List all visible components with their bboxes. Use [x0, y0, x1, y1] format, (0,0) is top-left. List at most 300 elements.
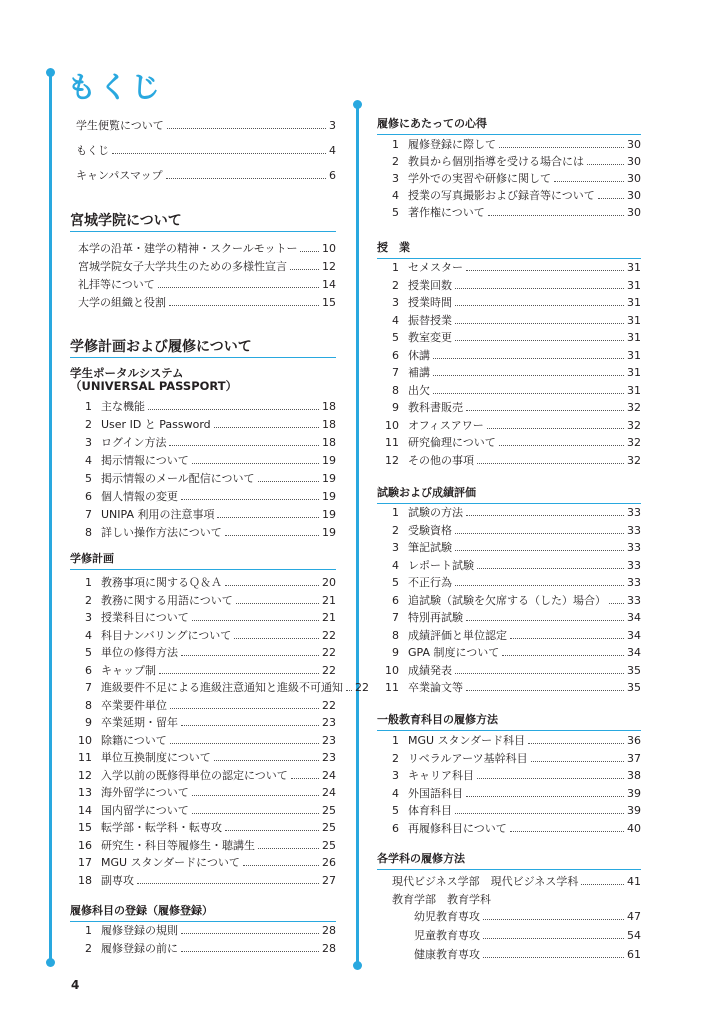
- toc-entry[interactable]: [70, 507, 336, 521]
- entry-number: 2: [392, 751, 399, 765]
- toc-entry[interactable]: [78, 295, 336, 309]
- toc-entry[interactable]: [377, 663, 641, 677]
- entry-label: 補講: [408, 366, 430, 379]
- entry-label: MGU スタンダードについて: [101, 856, 240, 869]
- entry-label: GPA 制度について: [408, 646, 500, 659]
- toc-entry[interactable]: [414, 928, 641, 942]
- toc-entry[interactable]: [377, 313, 641, 327]
- entry-page: 39: [627, 804, 641, 817]
- dot-leader: [225, 585, 319, 586]
- left-accent-line: [49, 72, 52, 962]
- dot-leader: [234, 638, 319, 639]
- entry-label: 授業時間: [408, 296, 452, 309]
- entry-number: 13: [78, 786, 92, 799]
- entry-label: 授業の写真撮影および録音等について: [408, 189, 595, 202]
- toc-entry[interactable]: [70, 838, 336, 852]
- dot-leader: [166, 178, 326, 179]
- toc-entry[interactable]: [70, 628, 336, 642]
- entry-label: 大学の組織と役割: [78, 296, 166, 309]
- toc-entry[interactable]: [70, 855, 336, 869]
- entry-page: 22: [322, 663, 336, 677]
- entry-number: 2: [85, 942, 92, 955]
- entry-page: 19: [322, 526, 336, 539]
- toc-entry[interactable]: [76, 118, 336, 132]
- dot-leader: [169, 445, 319, 446]
- dot-leader: [170, 743, 319, 744]
- dot-leader: [455, 288, 624, 289]
- entry-page: 39: [627, 786, 641, 800]
- page-title: もくじ: [67, 70, 164, 104]
- entry-label: 外国語科目: [408, 786, 463, 800]
- entry-label: もくじ: [76, 144, 109, 157]
- dot-leader: [510, 831, 624, 832]
- entry-label: 休講: [408, 348, 430, 362]
- entry-page: 18: [322, 436, 336, 449]
- toc-entry[interactable]: [70, 803, 336, 817]
- entry-number: 8: [85, 526, 92, 539]
- toc-entry[interactable]: [377, 628, 641, 642]
- entry-number: 7: [85, 508, 92, 521]
- entry-label: 授業回数: [408, 278, 452, 292]
- dot-leader: [477, 463, 624, 464]
- entry-number: 1: [85, 924, 92, 937]
- entry-number: 1: [85, 400, 92, 413]
- entry-number: 1: [85, 576, 92, 589]
- toc-entry[interactable]: [70, 610, 336, 624]
- toc-entry[interactable]: [377, 418, 641, 432]
- entry-number: 16: [78, 838, 92, 852]
- entry-label: 教務事項に関するＱ＆Ａ: [101, 576, 222, 589]
- toc-entry[interactable]: [377, 768, 641, 782]
- dot-leader: [466, 796, 624, 797]
- dot-leader: [169, 305, 319, 306]
- section-heading-exams: 試験および成績評価: [377, 485, 641, 504]
- entry-number: 3: [392, 296, 399, 309]
- dot-leader: [455, 533, 624, 534]
- entry-label: 卒業要件単位: [101, 698, 167, 712]
- entry-number: 5: [392, 576, 399, 589]
- entry-number: 15: [78, 821, 92, 834]
- entry-page: 40: [627, 821, 641, 835]
- toc-entry[interactable]: [78, 259, 336, 273]
- entry-number: 3: [392, 172, 399, 185]
- entry-label: 研究生・科目等履修生・聴講生: [101, 838, 255, 852]
- dot-leader: [192, 620, 319, 621]
- entry-number: 11: [78, 751, 92, 764]
- entry-label: オフィスアワー: [408, 418, 484, 432]
- dot-leader: [181, 499, 319, 500]
- entry-label: 掲示情報のメール配信について: [101, 472, 255, 485]
- entry-number: 8: [392, 383, 399, 397]
- toc-entry[interactable]: [377, 171, 641, 185]
- dot-leader: [433, 358, 624, 359]
- entry-number: 4: [392, 786, 399, 800]
- entry-number: 5: [392, 804, 399, 817]
- dot-leader: [499, 445, 624, 446]
- entry-page: 15: [322, 296, 336, 309]
- dot-leader: [587, 164, 624, 165]
- entry-page: 34: [627, 611, 641, 624]
- entry-number: 6: [392, 348, 399, 362]
- entry-page: 21: [322, 593, 336, 607]
- entry-page: 31: [627, 313, 641, 327]
- entry-number: 7: [85, 681, 92, 694]
- entry-page: 33: [627, 506, 641, 519]
- toc-entry[interactable]: [377, 523, 641, 537]
- entry-page: 47: [627, 910, 641, 923]
- entry-number: 1: [392, 506, 399, 519]
- entry-label: 掲示情報について: [101, 454, 189, 467]
- entry-number: 7: [392, 611, 399, 624]
- toc-entry[interactable]: [377, 803, 641, 817]
- toc-entry[interactable]: [70, 645, 336, 659]
- dot-leader: [258, 848, 319, 849]
- dot-leader: [214, 427, 319, 428]
- section-heading-departments: 各学科の履修方法: [377, 851, 641, 870]
- entry-page: 28: [322, 942, 336, 955]
- entry-number: 9: [85, 716, 92, 729]
- entry-label: 履修登録の前に: [101, 942, 178, 955]
- entry-number: 11: [385, 436, 399, 449]
- dot-leader: [598, 198, 624, 199]
- dot-leader: [483, 919, 624, 920]
- entry-label: 詳しい操作方法について: [101, 526, 222, 539]
- toc-entry[interactable]: [377, 786, 641, 800]
- toc-entry[interactable]: [377, 188, 641, 202]
- dot-leader: [581, 884, 624, 885]
- entry-page: 23: [322, 733, 336, 747]
- toc-entry[interactable]: [377, 278, 641, 292]
- dot-leader: [181, 951, 319, 952]
- dot-leader: [170, 708, 319, 709]
- toc-entry[interactable]: [377, 558, 641, 572]
- entry-page: 4: [329, 144, 336, 157]
- left-accent-dot-bottom: [46, 958, 55, 967]
- entry-label: 特別再試験: [408, 611, 463, 624]
- dot-leader: [510, 638, 624, 639]
- entry-page: 37: [627, 751, 641, 765]
- entry-label: 履修登録に際して: [408, 138, 496, 151]
- entry-page: 6: [329, 169, 336, 182]
- toc-entry[interactable]: [377, 400, 641, 414]
- dot-leader: [346, 690, 352, 691]
- dot-leader: [528, 743, 624, 744]
- entry-label: 卒業論文等: [408, 681, 463, 694]
- toc-entry[interactable]: [70, 680, 369, 694]
- entry-label: 試験の方法: [408, 506, 463, 519]
- toc-entry[interactable]: [70, 768, 336, 782]
- toc-entry[interactable]: [377, 593, 641, 607]
- toc-entry[interactable]: [78, 241, 336, 255]
- toc-entry[interactable]: [377, 383, 641, 397]
- entry-label: 研究倫理について: [408, 436, 496, 449]
- toc-entry[interactable]: [377, 330, 641, 344]
- entry-page: 32: [627, 401, 641, 414]
- entry-number: 8: [392, 628, 399, 642]
- entry-number: 4: [85, 628, 92, 642]
- entry-page: 24: [322, 786, 336, 799]
- entry-label: 教員から個別指導を受ける場合には: [408, 155, 584, 168]
- entry-page: 33: [627, 541, 641, 554]
- entry-label: 単位の修得方法: [101, 646, 178, 659]
- entry-label: 体育科目: [408, 804, 452, 817]
- entry-label: 受験資格: [408, 523, 452, 537]
- entry-page: 31: [627, 366, 641, 379]
- entry-label: 不正行為: [408, 576, 452, 589]
- section-heading-registration: 履修科目の登録（履修登録）: [70, 903, 336, 922]
- dot-leader: [159, 673, 319, 674]
- entry-label: 追試験（試験を欠席する（した）場合）: [408, 593, 606, 607]
- entry-page: 33: [627, 523, 641, 537]
- entry-number: 6: [85, 490, 92, 503]
- entry-label: UNIPA 利用の注意事項: [101, 508, 215, 521]
- right-accent-dot-top: [353, 100, 362, 109]
- entry-page: 3: [329, 119, 336, 132]
- dot-leader: [148, 409, 319, 410]
- entry-label: 個人情報の変更: [101, 490, 178, 503]
- entry-page: 31: [627, 261, 641, 274]
- toc-entry[interactable]: [76, 168, 336, 182]
- dot-leader: [137, 883, 319, 884]
- portal-heading: 学生ポータルシステム: [70, 366, 184, 380]
- entry-number: 5: [85, 472, 92, 485]
- entry-page: 18: [322, 400, 336, 413]
- toc-entry[interactable]: [70, 750, 336, 764]
- section-heading-miyagi: 宮城学院について: [70, 213, 336, 232]
- entry-label: 授業科目について: [101, 611, 189, 624]
- entry-number: 10: [385, 418, 399, 432]
- entry-number: 1: [392, 138, 399, 151]
- toc-entry[interactable]: [70, 873, 336, 887]
- dot-leader: [531, 761, 624, 762]
- entry-page: 24: [322, 768, 336, 782]
- entry-label: 教室変更: [408, 331, 452, 344]
- toc-entry[interactable]: [70, 820, 336, 834]
- dot-leader: [466, 620, 624, 621]
- entry-page: 14: [322, 278, 336, 291]
- entry-label: 振替授業: [408, 313, 452, 327]
- toc-entry[interactable]: [377, 505, 641, 519]
- entry-number: 10: [385, 663, 399, 677]
- entry-number: 5: [392, 206, 399, 219]
- toc-entry[interactable]: [377, 154, 641, 168]
- dot-leader: [477, 778, 624, 779]
- dot-leader: [455, 813, 624, 814]
- entry-label: 単位互換制度について: [101, 751, 211, 764]
- entry-number: 18: [78, 873, 92, 887]
- entry-label: 筆記試験: [408, 541, 452, 554]
- dot-leader: [112, 153, 326, 154]
- toc-entry[interactable]: [377, 751, 641, 765]
- dot-leader: [502, 655, 624, 656]
- toc-entry[interactable]: [70, 941, 336, 955]
- toc-entry[interactable]: [70, 417, 336, 431]
- toc-entry[interactable]: [70, 575, 336, 589]
- section-heading-general: 一般教育科目の履修方法: [377, 712, 641, 731]
- dot-leader: [158, 287, 319, 288]
- entry-page: 22: [355, 681, 369, 694]
- entry-page: 28: [322, 924, 336, 937]
- entry-label: 出欠: [408, 383, 430, 397]
- entry-page: 35: [627, 681, 641, 694]
- entry-number: 6: [85, 663, 92, 677]
- entry-page: 19: [322, 454, 336, 467]
- entry-number: 14: [78, 803, 92, 817]
- toc-entry[interactable]: [377, 365, 641, 379]
- entry-page: 32: [627, 418, 641, 432]
- dot-leader: [243, 865, 319, 866]
- entry-number: 2: [392, 278, 399, 292]
- entry-page: 21: [322, 611, 336, 624]
- dot-leader: [455, 340, 624, 341]
- entry-label: ログイン方法: [101, 436, 167, 449]
- toc-entry[interactable]: [70, 663, 336, 677]
- toc-entry[interactable]: [377, 540, 641, 554]
- entry-page: 23: [322, 751, 336, 764]
- entry-label: 教務に関する用語について: [101, 593, 233, 607]
- dot-leader: [181, 933, 319, 934]
- entry-number: 5: [392, 331, 399, 344]
- entry-page: 33: [627, 558, 641, 572]
- portal-heading-sub: （UNIVERSAL PASSPORT）: [70, 379, 238, 393]
- toc-entry[interactable]: [70, 399, 336, 413]
- toc-entry[interactable]: [414, 909, 641, 923]
- dot-leader: [455, 585, 624, 586]
- toc-entry[interactable]: [377, 137, 641, 151]
- entry-number: 12: [385, 453, 399, 467]
- toc-entry[interactable]: [78, 277, 336, 291]
- toc-entry[interactable]: [377, 453, 641, 467]
- dot-leader: [487, 428, 624, 429]
- entry-number: 3: [392, 541, 399, 554]
- dot-leader: [167, 128, 326, 129]
- entry-label: 成績発表: [408, 663, 452, 677]
- entry-page: 22: [322, 698, 336, 712]
- entry-page: 31: [627, 331, 641, 344]
- entry-number: 4: [392, 189, 399, 202]
- entry-page: 34: [627, 646, 641, 659]
- toc-entry[interactable]: [377, 610, 641, 624]
- toc-entry[interactable]: [377, 260, 641, 274]
- toc-entry[interactable]: [70, 525, 336, 539]
- entry-page: 34: [627, 628, 641, 642]
- dot-leader: [466, 410, 624, 411]
- dot-leader: [483, 938, 624, 939]
- dot-leader: [466, 270, 624, 271]
- page-number: 4: [71, 978, 80, 992]
- toc-entry[interactable]: [377, 575, 641, 589]
- dot-leader: [192, 795, 319, 796]
- entry-label: 現代ビジネス学部 現代ビジネス学科: [392, 875, 579, 888]
- toc-entry[interactable]: [76, 143, 336, 157]
- entry-number: 4: [392, 313, 399, 327]
- toc-entry[interactable]: [70, 785, 336, 799]
- dot-leader: [181, 725, 319, 726]
- right-accent-line: [356, 104, 359, 966]
- entry-page: 22: [322, 646, 336, 659]
- toc-entry[interactable]: [377, 348, 641, 362]
- entry-page: 23: [322, 716, 336, 729]
- dot-leader: [483, 957, 624, 958]
- entry-page: 31: [627, 296, 641, 309]
- entry-number: 2: [85, 593, 92, 607]
- entry-label: キャンパスマップ: [76, 169, 163, 182]
- entry-number: 12: [78, 768, 92, 782]
- entry-label: 礼拝等について: [78, 278, 155, 291]
- entry-number: 3: [85, 436, 92, 449]
- toc-entry[interactable]: [70, 698, 336, 712]
- dot-leader: [455, 323, 624, 324]
- entry-number: 9: [392, 646, 399, 659]
- toc-entry[interactable]: [70, 489, 336, 503]
- toc-entry[interactable]: [70, 471, 336, 485]
- dot-leader: [290, 269, 319, 270]
- entry-label: 教科書販売: [408, 401, 463, 414]
- entry-page: 18: [322, 418, 336, 431]
- dot-leader: [258, 481, 319, 482]
- toc-entry[interactable]: [377, 645, 641, 659]
- toc-entry[interactable]: [377, 435, 641, 449]
- toc-entry[interactable]: [377, 821, 641, 835]
- entry-page: 25: [322, 838, 336, 852]
- toc-entry[interactable]: [70, 715, 336, 729]
- dot-leader: [192, 463, 319, 464]
- toc-entry[interactable]: [377, 733, 641, 747]
- entry-page: 35: [627, 663, 641, 677]
- entry-label: キャリア科目: [408, 769, 474, 782]
- entry-page: 54: [627, 929, 641, 942]
- dot-leader: [236, 603, 319, 604]
- dot-leader: [554, 181, 624, 182]
- entry-number: 2: [392, 523, 399, 537]
- entry-label: 進級要件不足による進級注意通知と進級不可通知: [101, 681, 343, 694]
- entry-label: 履修登録の規則: [101, 924, 178, 937]
- dot-leader: [609, 603, 624, 604]
- entry-label: 国内留学について: [101, 803, 189, 817]
- toc-entry[interactable]: [70, 733, 336, 747]
- entry-number: 3: [85, 611, 92, 624]
- dot-leader: [300, 251, 319, 252]
- toc-entry[interactable]: [70, 923, 336, 937]
- entry-label: 科目ナンバリングについて: [101, 628, 232, 642]
- dot-leader: [214, 760, 319, 761]
- toc-entry[interactable]: [414, 947, 641, 961]
- toc-entry[interactable]: [377, 680, 641, 694]
- entry-number: 10: [78, 733, 92, 747]
- left-accent-dot-top: [46, 68, 55, 77]
- dot-leader: [433, 375, 624, 376]
- toc-entry[interactable]: [377, 295, 641, 309]
- entry-label: リベラルアーツ基幹科目: [408, 751, 528, 765]
- toc-entry[interactable]: [392, 874, 641, 888]
- toc-entry[interactable]: [70, 453, 336, 467]
- toc-entry[interactable]: [70, 435, 336, 449]
- entry-label: 卒業延期・留年: [101, 716, 178, 729]
- entry-page: 32: [627, 436, 641, 449]
- toc-entry[interactable]: [70, 593, 336, 607]
- entry-page: 31: [627, 278, 641, 292]
- entry-label: 海外留学について: [101, 786, 189, 799]
- entry-page: 41: [627, 875, 641, 888]
- dot-leader: [477, 568, 624, 569]
- entry-label: 主な機能: [101, 400, 145, 413]
- entry-label: MGU スタンダード科目: [408, 734, 526, 747]
- dot-leader: [488, 215, 624, 216]
- toc-entry[interactable]: [377, 205, 641, 219]
- entry-page: 30: [627, 138, 641, 151]
- right-accent-dot-bottom: [353, 961, 362, 970]
- entry-number: 7: [392, 366, 399, 379]
